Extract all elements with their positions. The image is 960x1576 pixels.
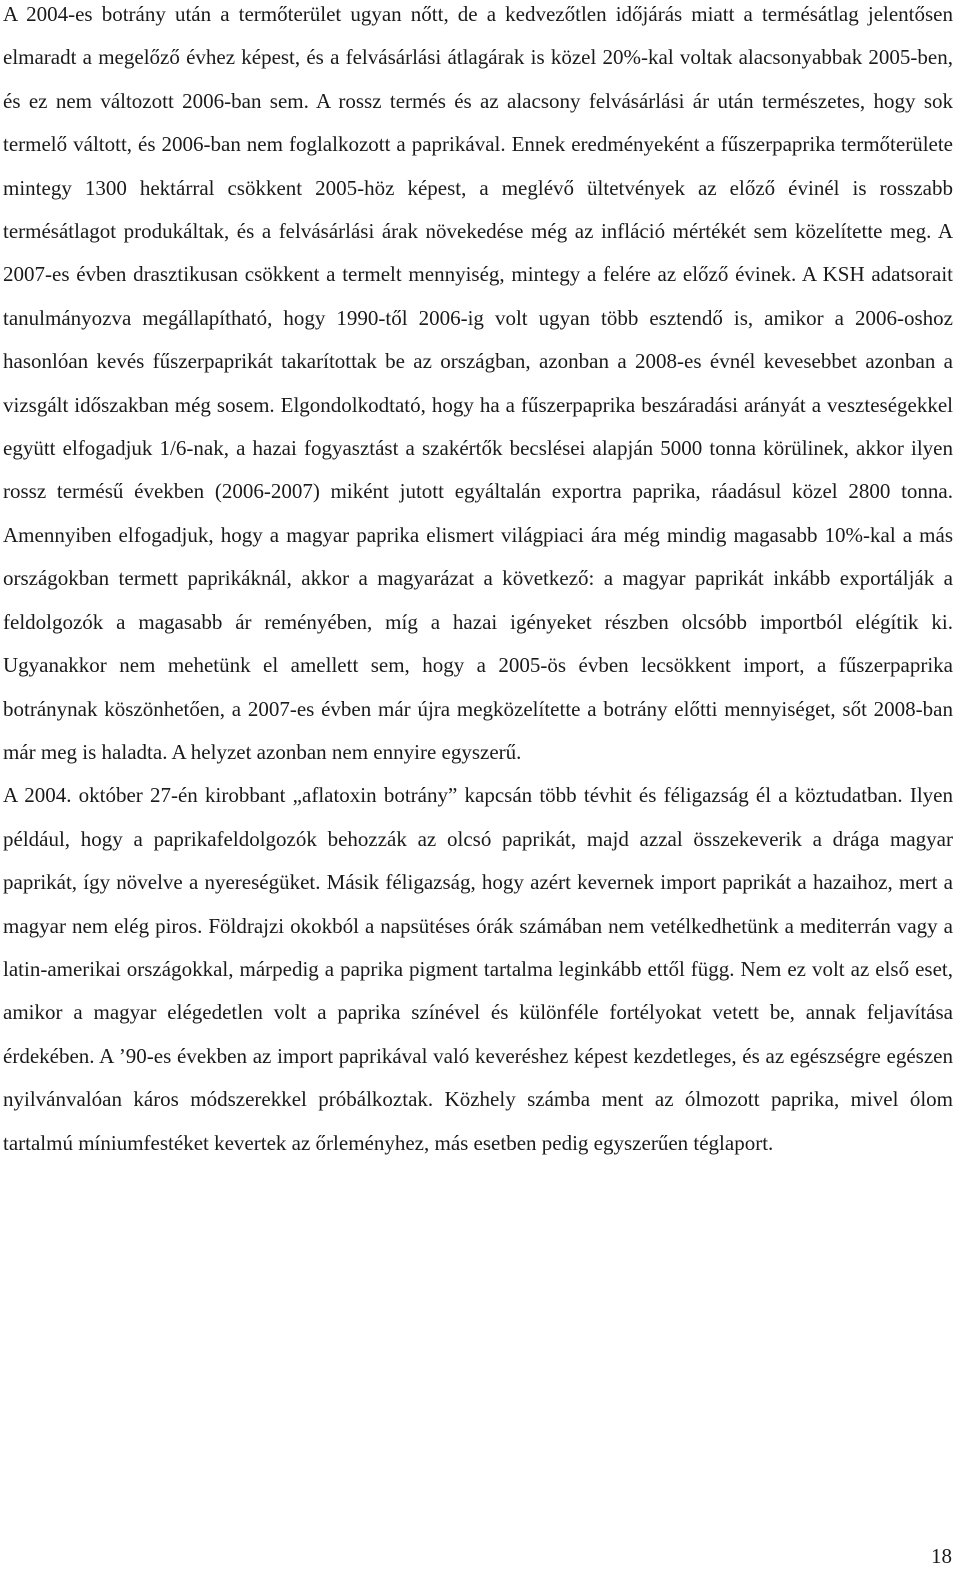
paragraph-2: A 2004. október 27-én kirobbant „aflatoxin botrány” kapcsán több tévhit és féligazság él a köztudatban. Ilyen például, hogy a paprikafeldolgozók behozzák az olcsó paprikát, majd azzal összekeverik a drága magyar paprikát, így növelve a nyereségüket. Másik féligazság, hogy azért kevernek import paprikát a hazaihoz, mert a magyar nem elég piros. Földrajzi okokból a napsütéses órák számában nem vetélkedhetünk a mediterrán vagy a latin-amerikai országokkal, márpedig a paprika pigment tartalma leginkább ettől függ. Nem ez volt az első eset, amikor a magyar elégedetlen volt a paprika színével és különféle fortélyokat vetett be, annak feljavítása érdekében. A ’90-es években az import paprikával való keveréshez képest kezdetleges, és az egészségre egészen nyilvánvalóan káros módszerekkel próbálkoztak. Közhely számba ment az ólmozott paprika, mivel ólom tartalmú míniumfestéket kevertek az őrleményhez, más esetben pedig egyszerűen téglaport. bbox=[3, 783, 953, 1155]
paragraph-1: A 2004-es botrány után a termőterület ugyan nőtt, de a kedvezőtlen időjárás miatt a termésátlag jelentősen elmaradt a megelőző évhez képest, és a felvásárlási átlagárak is közel 20%-kal voltak alacsonyabbak 2005-ben, és ez nem változott 2006-ban sem. A rossz termés és az alacsony felvásárlási ár után természetes, hogy sok termelő váltott, és 2006-ban nem foglalkozott a paprikával. Ennek eredményeként a fűszerpaprika termőterülete mintegy 1300 hektárral csökkent 2005-höz képest, a meglévő ültetvények az előző évinél is rosszabb termésátlagot produkáltak, és a felvásárlási árak növekedése még az infláció mértékét sem közelítette meg. A 2007-es évben drasztikusan csökkent a termelt mennyiség, mintegy a felére az előző évinek. A KSH adatsorait tanulmányozva megállapítható, hogy 1990-től 2006-ig volt ugyan több esztendő is, amikor a 2006-oshoz hasonlóan kevés fűszerpaprikát takarítottak be az országban, azonban a 2008-es évnél kevesebbet azonban a vizsgált időszakban még sosem. Elgondolkodtató, hogy ha a fűszerpaprika beszáradási arányát a veszteségekkel együtt elfogadjuk 1/6-nak, a hazai fogyasztást a szakértők becslései alapján 5000 tonna körülinek, akkor ilyen rossz termésű években (2006-2007) miként jutott egyáltalán exportra paprika, ráadásul közel 2800 tonna. Amennyiben elfogadjuk, hogy a magyar paprika elismert világpiaci ára még mindig magasabb 10%-kal a más országokban termett paprikáknál, akkor a magyarázat a következő: a magyar paprikát inkább exportálják a feldolgozók a magasabb ár reményében, míg a hazai igényeket részben olcsóbb importból elégítik ki. Ugyanakkor nem mehetünk el amellett sem, hogy a 2005-ös évben lecsökkent import, a fűszerpaprika botránynak köszönhetően, a 2007-es évben már újra megközelítette a botrány előtti mennyiséget, sőt 2008-ban már meg is haladta. A helyzet azonban nem ennyire egyszerű. bbox=[3, 2, 953, 764]
page-number: 18 bbox=[931, 1544, 952, 1568]
body-text bbox=[3, 0, 953, 1165]
